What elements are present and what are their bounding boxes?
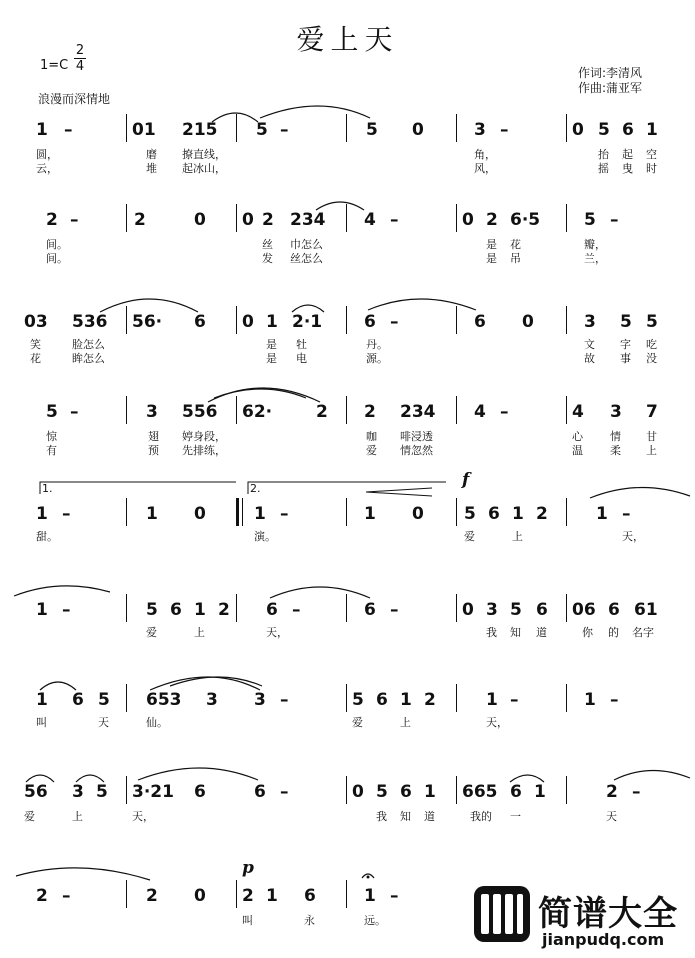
note: 3 [206,690,218,710]
note: 2 [218,600,230,620]
lyric: 是 [266,352,277,365]
lyric: 事 [620,352,631,365]
lyric: 间。 [46,252,68,265]
barline [456,306,457,334]
note: 5 [98,690,110,710]
lyric: 爱 [352,716,363,729]
lyric: 是 [486,238,497,251]
dash: – [500,120,509,140]
barline [242,498,243,526]
note: 03 [24,312,48,332]
note: 0 [412,504,424,524]
watermark-title: 简谱大全 [538,894,678,934]
lyric: 牡 [296,338,307,351]
note: 6 [304,886,316,906]
note: 6 [254,782,266,802]
barline [456,776,457,804]
note: 536 [72,312,108,332]
piano-logo-icon [472,884,532,944]
note: 5 [510,600,522,620]
song-title: 爱上天 [296,23,399,56]
lyricist: 作词:李清风 [578,66,643,80]
note: 6 [194,782,206,802]
note: 2 [486,210,498,230]
lyric: 一 [510,810,521,823]
lyric: 咖 [366,430,377,443]
note: 6 [474,312,486,332]
dash: – [64,120,73,140]
lyric: 间。 [46,238,68,251]
lyric: 起冰山， [182,162,226,175]
barline [456,396,457,424]
barline [236,594,237,622]
note: 5 [646,312,658,332]
repeat-barline [236,498,239,526]
lyric: 空 [646,148,657,161]
note: 5 [584,210,596,230]
note: 2 [146,886,158,906]
note: 5 [366,120,378,140]
barline [566,498,567,526]
barline [346,114,347,142]
lyric: 起 [622,148,633,161]
watermark [472,884,692,952]
score-row-7 [0,680,695,770]
lyric: 发 [262,252,273,265]
note: 2 [424,690,436,710]
note: 1 [364,886,376,906]
lyric: 圆， [36,148,58,161]
lyric: 上 [512,530,523,543]
note: 6 [536,600,548,620]
lyric: 仙。 [146,716,168,729]
note: 3 [610,402,622,422]
note: 1 [36,690,48,710]
lyric: 啡浸透 [400,430,433,443]
note: 6·5 [510,210,541,230]
lyric: 演。 [254,530,276,543]
note: 5 [146,600,158,620]
dash: – [390,886,399,906]
note: 01 [132,120,156,140]
dash: – [390,312,399,332]
credits [578,66,642,96]
note: 5 [598,120,610,140]
note: 4 [474,402,486,422]
note: 4 [572,402,584,422]
lyric: 爱 [464,530,475,543]
note: 6 [364,600,376,620]
barline [236,396,237,424]
lyric: 堆 [146,162,157,175]
note: 1 [194,600,206,620]
note: 6 [170,600,182,620]
note: 0 [194,886,206,906]
barline [126,594,127,622]
note: 61 [634,600,658,620]
note: 2 [134,210,146,230]
lyric: 天， [132,810,154,823]
barline [456,204,457,232]
barline [126,306,127,334]
note: 1 [36,120,48,140]
note: 6 [194,312,206,332]
dash: – [62,504,71,524]
lyric: 叫 [242,914,253,927]
lyric: 源。 [366,352,388,365]
barline [346,306,347,334]
lyric: 爱 [24,810,35,823]
lyric: 瓣， [584,238,606,251]
note: 215 [182,120,218,140]
lyric: 心 [572,430,583,443]
lyric: 远。 [364,914,386,927]
note: 6 [376,690,388,710]
barline [346,776,347,804]
note: 6 [266,600,278,620]
lyric: 知 [400,810,411,823]
note: 6 [364,312,376,332]
barline [236,880,237,908]
lyric: 故 [584,352,595,365]
note: 6 [622,120,634,140]
note: 0 [462,600,474,620]
watermark-url: jianpudq.com [542,930,665,949]
composer: 作曲:蒲亚军 [578,81,643,95]
note: 7 [646,402,658,422]
barline [126,396,127,424]
barline [236,204,237,232]
barline [346,684,347,712]
lyric: 你 [582,626,593,639]
barline [346,498,347,526]
barline [566,306,567,334]
note: 1 [512,504,524,524]
slurs [0,392,695,482]
note: 3 [146,402,158,422]
lyric: 抬 [598,148,609,161]
dash: – [622,504,631,524]
lyric: 情 [610,430,621,443]
note: 234 [400,402,436,422]
barline [456,594,457,622]
note: 0 [352,782,364,802]
lyric: 曳 [622,162,633,175]
note: 06 [572,600,596,620]
lyric: 吃 [646,338,657,351]
note: 1 [266,886,278,906]
dash: – [390,600,399,620]
note: 0 [522,312,534,332]
score-row-2 [0,200,695,290]
lyric: 知 [510,626,521,639]
lyric: 名字 [632,626,654,639]
note: 3 [474,120,486,140]
lyric: 天， [622,530,644,543]
barline [566,684,567,712]
key-signature: 1=C [40,58,69,73]
barline [456,684,457,712]
lyric: 角， [474,148,496,161]
lyric: 上 [646,444,657,457]
note: 1 [364,504,376,524]
lyric: 丝怎么 [290,252,323,265]
dash: – [62,600,71,620]
barline [126,498,127,526]
score-row-8 [0,772,695,862]
lyric: 云， [36,162,58,175]
note: 2 [242,886,254,906]
barline [566,114,567,142]
dynamic-p: p [242,858,254,878]
barline [126,684,127,712]
barline [346,880,347,908]
lyric: 文 [584,338,595,351]
note: 6 [400,782,412,802]
note: 1 [424,782,436,802]
lyric: 眸怎么 [72,352,105,365]
lyric: 有 [46,444,57,457]
lyric: 笑 [30,338,41,351]
barline [126,114,127,142]
lyric: 是 [266,338,277,351]
lyric: 天， [486,716,508,729]
lyric: 道 [536,626,547,639]
note: 1 [596,504,608,524]
lyric: 预 [148,444,159,457]
expression-mark: 浪漫而深情地 [38,92,111,106]
barline [456,498,457,526]
dash: – [510,690,519,710]
time-signature-top: 2 [75,43,85,58]
dash: – [632,782,641,802]
lyric: 情忽然 [400,444,433,457]
score-row-3 [0,302,695,392]
note: 653 [146,690,182,710]
lyric: 字 [620,338,631,351]
note: 0 [412,120,424,140]
note: 5 [46,402,58,422]
note: 5 [376,782,388,802]
note: 5 [352,690,364,710]
dash: – [62,886,71,906]
barline [346,594,347,622]
dash: – [280,120,289,140]
lyric: 我的 [470,810,492,823]
dash: – [70,210,79,230]
lyric: 撩直线， [182,148,226,161]
barline [126,776,127,804]
note: 56· [132,312,163,332]
lyric: 的 [608,626,619,639]
dash: – [280,504,289,524]
lyric: 永 [304,914,315,927]
note: 0 [242,210,254,230]
note: 2 [36,886,48,906]
barline [126,204,127,232]
note: 1 [36,600,48,620]
note: 234 [290,210,326,230]
note: 4 [364,210,376,230]
note: 1 [584,690,596,710]
note: 6 [72,690,84,710]
note: 0 [572,120,584,140]
note: 62· [242,402,273,422]
dash: – [292,600,301,620]
lyric: 温 [572,444,583,457]
lyric: 先排练， [182,444,226,457]
lyric: 电 [296,352,307,365]
note: 1 [534,782,546,802]
lyric: 兰， [584,252,606,265]
note: 2 [536,504,548,524]
barline [346,204,347,232]
note: 2·1 [292,312,323,332]
note: 6 [488,504,500,524]
lyric: 时 [646,162,657,175]
lyric: 天 [606,810,617,823]
lyric: 上 [400,716,411,729]
barline [566,204,567,232]
note: 2 [606,782,618,802]
note: 2 [46,210,58,230]
note: 0 [462,210,474,230]
time-signature-bottom: 4 [75,59,85,74]
volta-1-label: 1. [42,482,53,495]
barline [346,396,347,424]
lyric: 脸怎么 [72,338,105,351]
note: 6 [510,782,522,802]
dash: – [610,210,619,230]
note: 56 [24,782,48,802]
note: 6 [608,600,620,620]
note: 3 [254,690,266,710]
barline [566,396,567,424]
lyric: 丹。 [366,338,388,351]
lyric: 我 [376,810,387,823]
barline [126,880,127,908]
slurs [0,110,695,200]
volta-brackets [0,484,695,574]
dash: – [610,690,619,710]
lyric: 我 [486,626,497,639]
note: 665 [462,782,498,802]
note: 5 [256,120,268,140]
lyric: 是 [486,252,497,265]
lyric: 翅 [148,430,159,443]
lyric: 婷身段， [182,430,226,443]
note: 5 [96,782,108,802]
note: 2 [364,402,376,422]
note: 5 [464,504,476,524]
barline [566,594,567,622]
barline [236,306,237,334]
lyric: 惊 [46,430,57,443]
note: 2 [262,210,274,230]
note: 1 [646,120,658,140]
lyric: 甜。 [36,530,58,543]
note: 1 [36,504,48,524]
lyric: 磨 [146,148,157,161]
lyric: 巾怎么 [290,238,323,251]
lyric: 天 [98,716,109,729]
score-row-5 [0,470,695,574]
lyric: 甘 [646,430,657,443]
dash: – [280,782,289,802]
barline [566,776,567,804]
score-row-1 [0,110,695,200]
barline [456,114,457,142]
lyric: 道 [424,810,435,823]
note: 3 [486,600,498,620]
note: 2 [316,402,328,422]
note: 1 [146,504,158,524]
score-row-4 [0,392,695,482]
lyric: 吊 [510,252,521,265]
lyric: 花 [510,238,521,251]
lyric: 丝 [262,238,273,251]
note: 1 [254,504,266,524]
time-signature [74,44,86,73]
lyric: 柔 [610,444,621,457]
note: 3 [584,312,596,332]
dash: – [280,690,289,710]
dynamic-f: f [462,470,470,490]
lyric: 没 [646,352,657,365]
barline [236,114,237,142]
dash: – [390,210,399,230]
lyric: 上 [194,626,205,639]
lyric: 爱 [366,444,377,457]
score-row-6 [0,590,695,680]
lyric: 天， [266,626,288,639]
lyric: 风， [474,162,496,175]
note: 556 [182,402,218,422]
lyric: 叫 [36,716,47,729]
note: 1 [486,690,498,710]
note: 1 [266,312,278,332]
note: 0 [194,210,206,230]
volta-2-label: 2. [250,482,261,495]
note: 1 [400,690,412,710]
note: 0 [242,312,254,332]
lyric: 上 [72,810,83,823]
dash: – [70,402,79,422]
dash: – [500,402,509,422]
note: 3 [72,782,84,802]
lyric: 摇 [598,162,609,175]
lyric: 爱 [146,626,157,639]
note: 5 [620,312,632,332]
note: 3·21 [132,782,174,802]
note: 0 [194,504,206,524]
lyric: 花 [30,352,41,365]
